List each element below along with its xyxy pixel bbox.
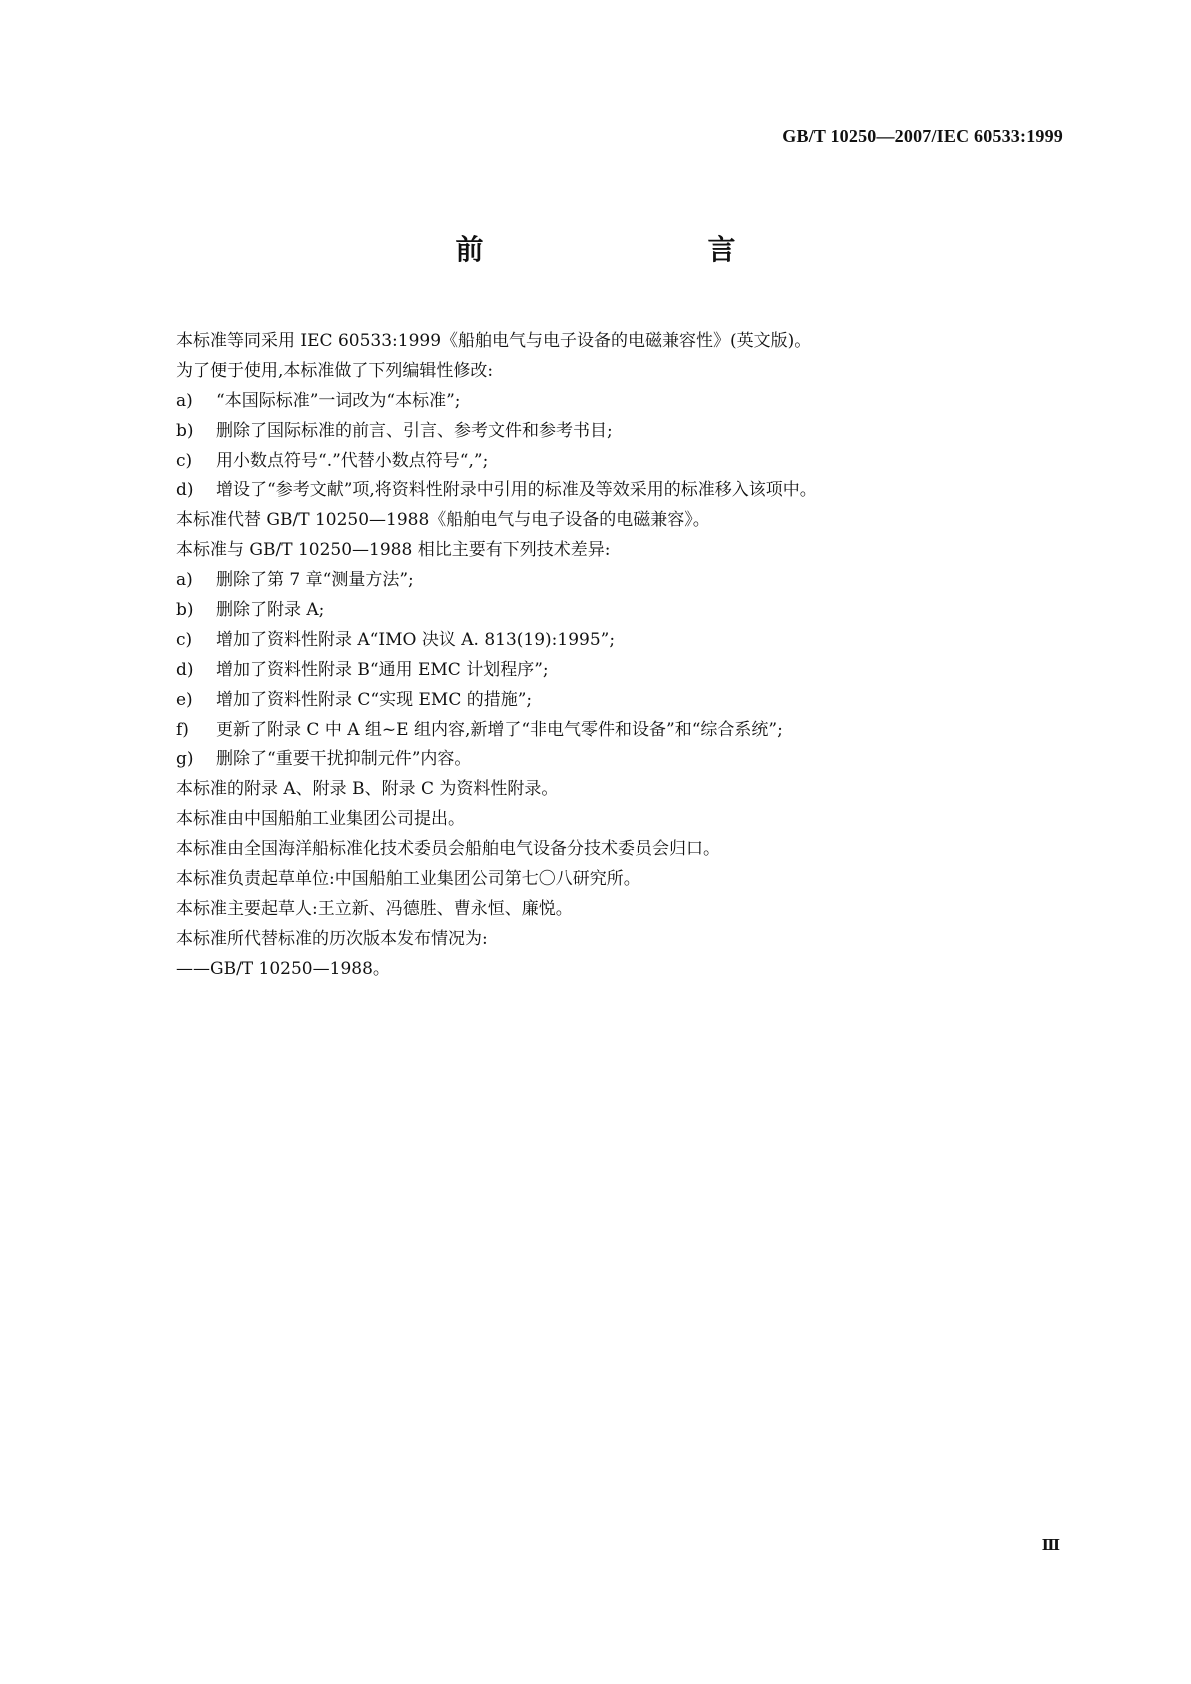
list-item-text: 删除了附录 A; (216, 600, 325, 621)
list-marker: c) (176, 450, 193, 471)
list-item (176, 447, 1076, 477)
list-item (176, 387, 1076, 417)
paragraph: 本标准由中国船舶工业集团公司提出。 (176, 809, 465, 830)
list-item (176, 596, 1076, 626)
foreword-body (176, 327, 1076, 985)
list-item-text: 用小数点符号“.”代替小数点符号“,”; (216, 450, 489, 471)
list-item-text: “本国际标准”一词改为“本标准”; (216, 390, 461, 411)
list-item (176, 656, 1076, 686)
paragraph: 本标准的附录 A、附录 B、附录 C 为资料性附录。 (176, 779, 559, 800)
list-item (176, 626, 1076, 656)
list-marker: d) (176, 659, 194, 680)
list-item-text: 更新了附录 C 中 A 组~E 组内容,新增了“非电气零件和设备”和“综合系统”; (216, 719, 783, 740)
list-marker: a) (176, 570, 193, 591)
list-item-text: 删除了“重要干扰抑制元件”内容。 (216, 749, 472, 770)
list-item (176, 686, 1076, 716)
paragraph: 本标准由全国海洋船标准化技术委员会船舶电气设备分技术委员会归口。 (176, 839, 720, 860)
list-marker: e) (176, 689, 193, 710)
list-marker: f) (176, 719, 189, 740)
list-item (176, 417, 1076, 447)
paragraph: 本标准主要起草人:王立新、冯德胜、曹永恒、廉悦。 (176, 898, 573, 919)
list-marker: g) (176, 749, 194, 770)
list-item-text: 增加了资料性附录 A“IMO 决议 A. 813(19):1995”; (216, 629, 616, 650)
list-marker: a) (176, 390, 193, 411)
paragraph: 本标准负责起草单位:中国船舶工业集团公司第七〇八研究所。 (176, 869, 641, 890)
paragraph: 本标准所代替标准的历次版本发布情况为: (176, 928, 488, 949)
paragraph: 本标准等同采用 IEC 60533:1999《船舶电气与电子设备的电磁兼容性》(英文版)。 (176, 331, 812, 351)
list-item-text: 删除了第 7 章“测量方法”; (216, 570, 414, 591)
paragraph: 本标准与 GB/T 10250—1988 相比主要有下列技术差异: (176, 540, 611, 561)
paragraph: ——GB/T 10250—1988。 (176, 958, 390, 979)
paragraph: 本标准代替 GB/T 10250—1988《船舶电气与电子设备的电磁兼容》。 (176, 510, 710, 531)
list-item (176, 476, 1076, 506)
list-marker: b) (176, 420, 194, 441)
list-item (176, 716, 1076, 746)
list-marker: b) (176, 600, 194, 621)
standard-code-header: GB/T 10250—2007/IEC 60533:1999 (782, 126, 1063, 146)
list-item-text: 增加了资料性附录 B“通用 EMC 计划程序”; (216, 659, 549, 680)
page-number: Ⅲ (1041, 1538, 1060, 1554)
list-item-text: 增设了“参考文献”项,将资料性附录中引用的标准及等效采用的标准移入该项中。 (216, 480, 817, 501)
list-item (176, 566, 1076, 596)
list-item-text: 删除了国际标准的前言、引言、参考文件和参考书目; (216, 420, 613, 441)
page-title: 前 言 (455, 233, 792, 266)
list-item (176, 745, 1076, 775)
list-marker: d) (176, 480, 194, 501)
list-item-text: 增加了资料性附录 C“实现 EMC 的措施”; (216, 689, 533, 710)
list-marker: c) (176, 629, 193, 650)
paragraph: 为了便于使用,本标准做了下列编辑性修改: (176, 360, 494, 381)
